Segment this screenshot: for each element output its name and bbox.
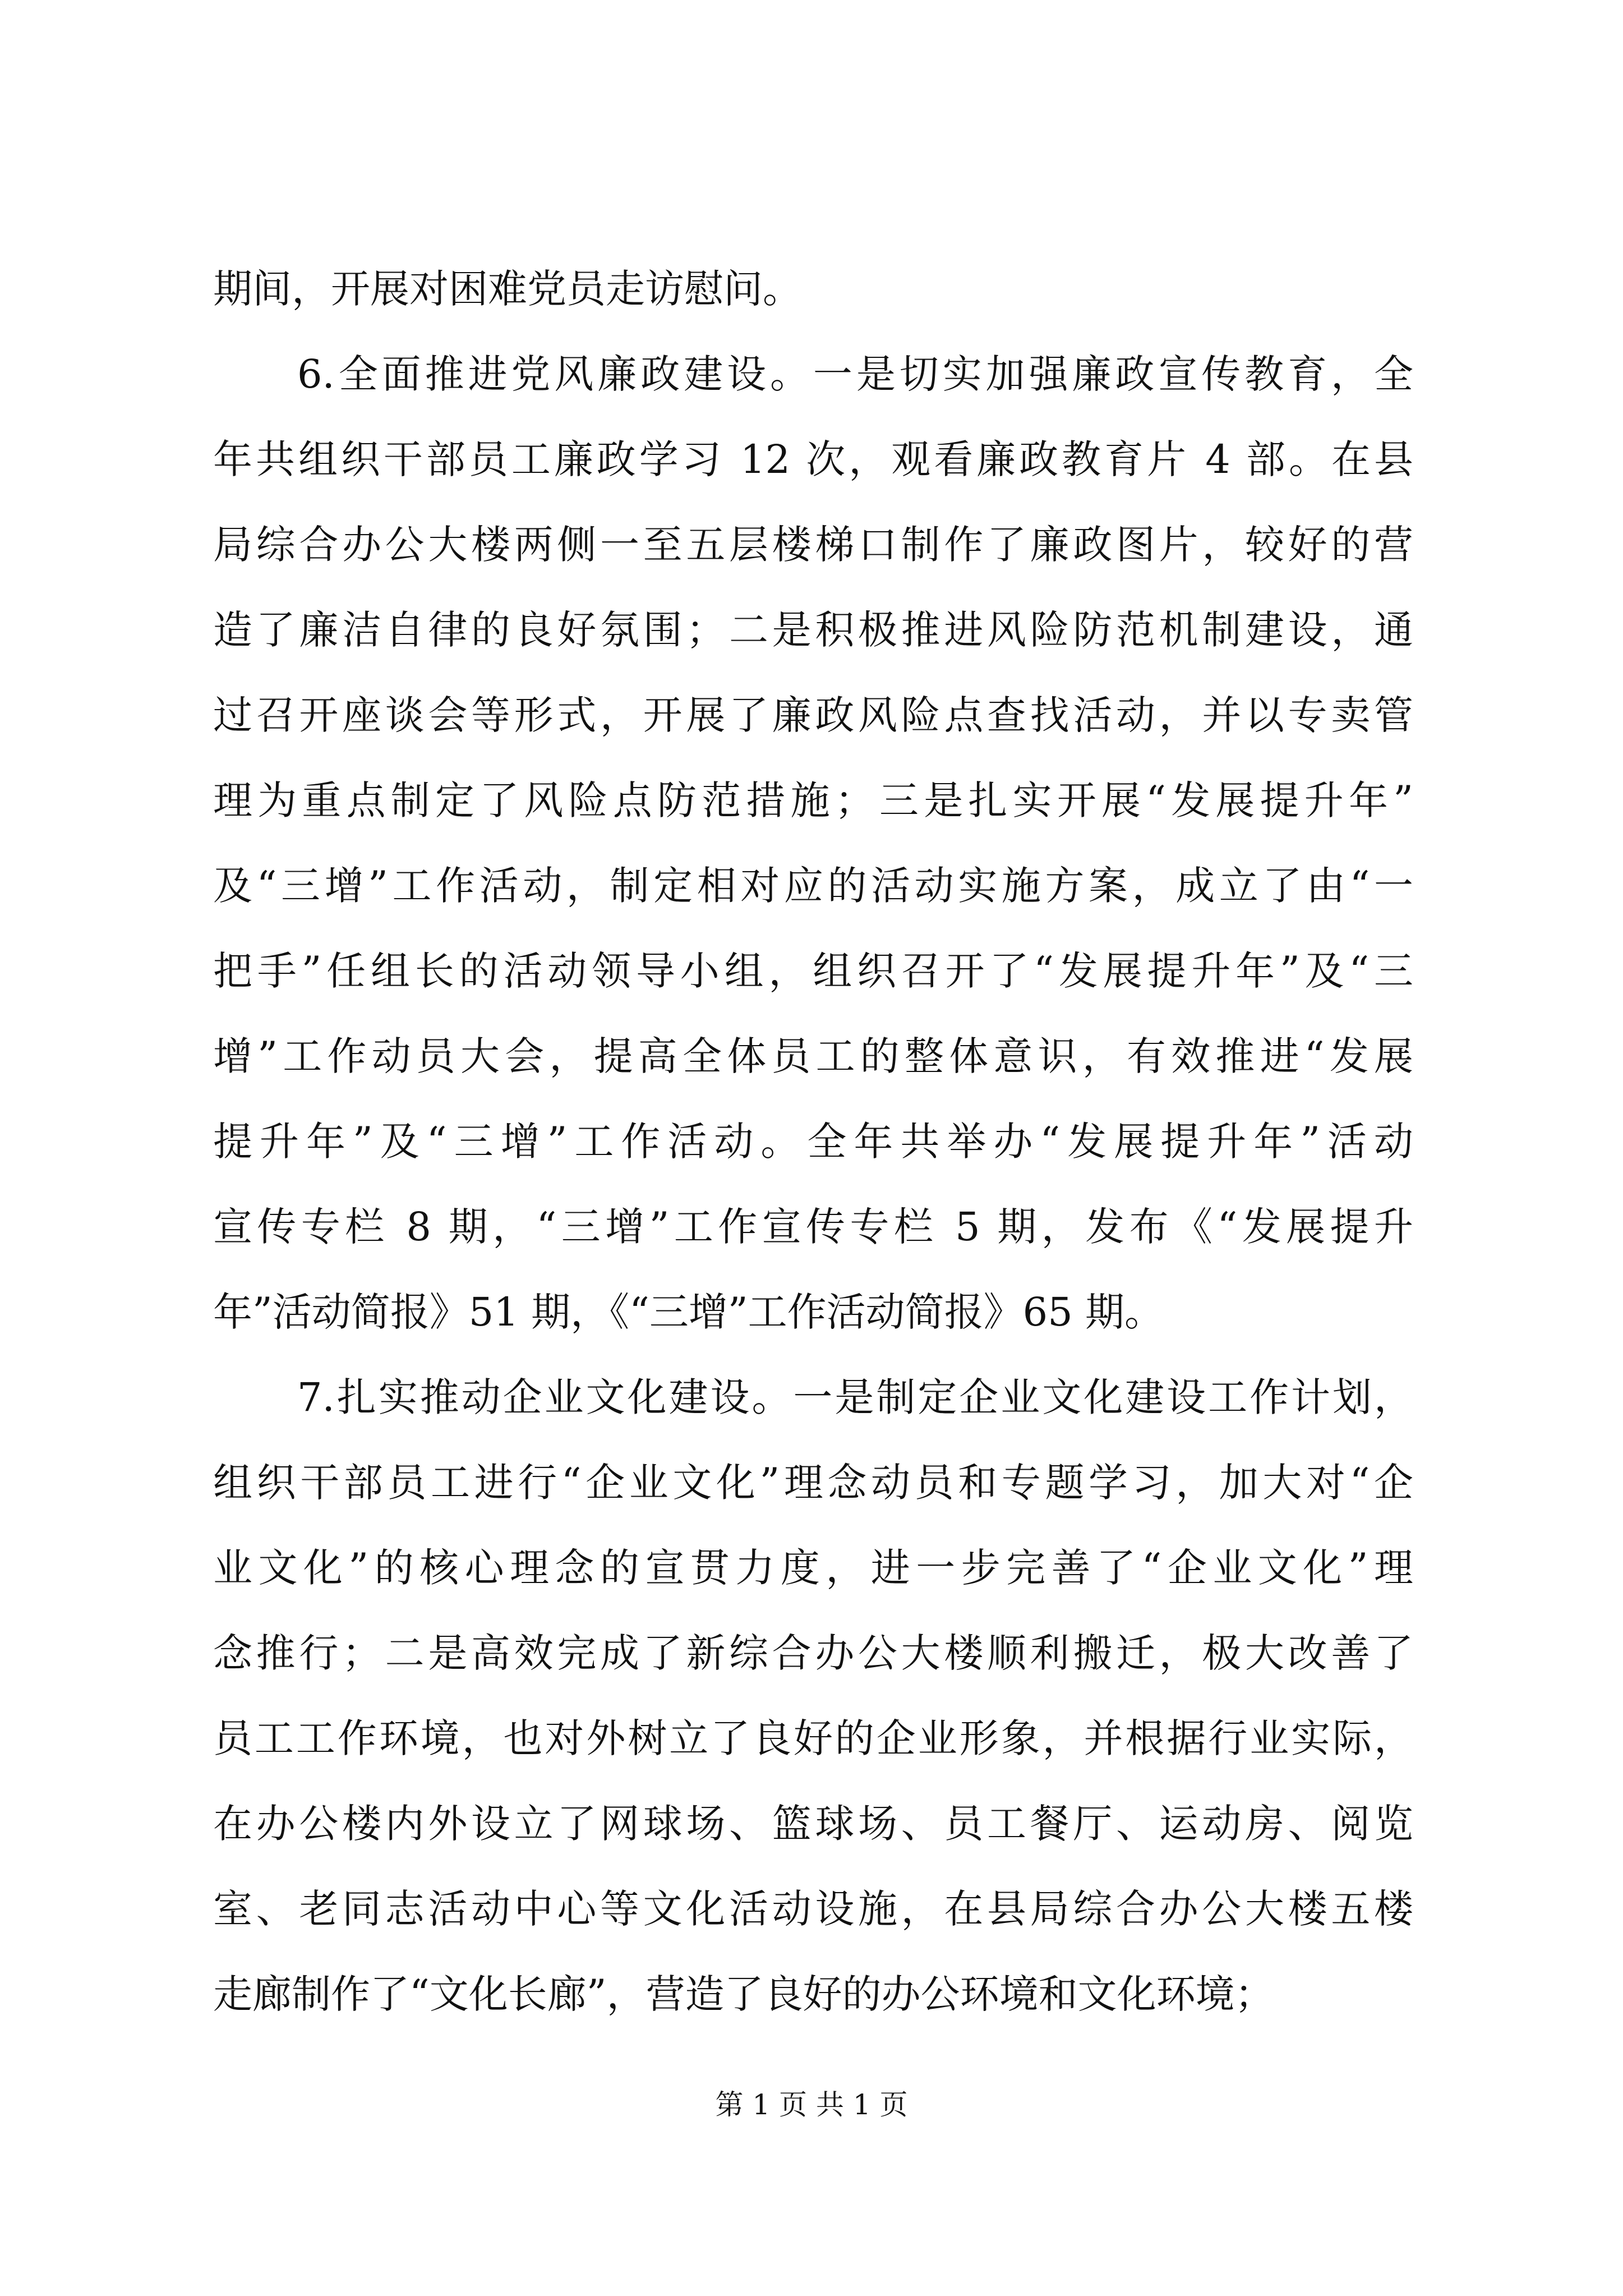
paragraph-line: 增”工作动员大会，提高全体员工的整体意识，有效推进“发展 <box>213 1033 1413 1079</box>
paragraph-line: 提升年”及“三增”工作活动。全年共举办“发展提升年”活动 <box>213 1119 1413 1165</box>
paragraph-line: 7.扎实推动企业文化建设。一是制定企业文化建设工作计划， <box>297 1374 1413 1420</box>
paragraph-line: 室、老同志活动中心等文化活动设施，在县局综合办公大楼五楼 <box>213 1886 1413 1932</box>
paragraph-line: 过召开座谈会等形式，开展了廉政风险点查找活动，并以专卖管 <box>213 692 1413 738</box>
paragraph-line: 6.全面推进党风廉政建设。一是切实加强廉政宣传教育，全 <box>297 351 1413 397</box>
paragraph-line: 走廊制作了“文化长廊”，营造了良好的办公环境和文化环境； <box>213 1971 1274 2017</box>
paragraph-line: 宣传专栏 8 期，“三增”工作宣传专栏 5 期，发布《“发展提升 <box>213 1204 1413 1250</box>
paragraph-line: 造了廉洁自律的良好氛围；二是积极推进风险防范机制建设，通 <box>213 607 1413 653</box>
paragraph-line: 年共组织干部员工廉政学习 12 次，观看廉政教育片 4 部。在县 <box>213 436 1413 482</box>
paragraph-line: 期间，开展对困难党员走访慰问。 <box>213 266 802 312</box>
paragraph-line: 理为重点制定了风险点防范措施；三是扎实开展“发展提升年” <box>213 777 1413 823</box>
paragraph-line: 业文化”的核心理念的宣贯力度，进一步完善了“企业文化”理 <box>213 1545 1413 1591</box>
paragraph-line: 局综合办公大楼两侧一至五层楼梯口制作了廉政图片，较好的营 <box>213 522 1413 568</box>
paragraph-line: 及“三增”工作活动，制定相对应的活动实施方案，成立了由“一 <box>213 863 1413 909</box>
page-number-footer: 第 1 页 共 1 页 <box>715 2088 908 2121</box>
paragraph-line: 把手”任组长的活动领导小组，组织召开了“发展提升年”及“三 <box>213 948 1413 994</box>
paragraph-line: 年”活动简报》51 期，《“三增”工作活动简报》65 期。 <box>213 1289 1164 1335</box>
paragraph-line: 组织干部员工进行“企业文化”理念动员和专题学习，加大对“企 <box>213 1460 1413 1506</box>
paragraph-line: 员工工作环境，也对外树立了良好的企业形象，并根据行业实际， <box>213 1715 1413 1761</box>
paragraph-line: 念推行；二是高效完成了新综合办公大楼顺利搬迁，极大改善了 <box>213 1630 1413 1676</box>
paragraph-line: 在办公楼内外设立了网球场、篮球场、员工餐厅、运动房、阅览 <box>213 1801 1413 1847</box>
